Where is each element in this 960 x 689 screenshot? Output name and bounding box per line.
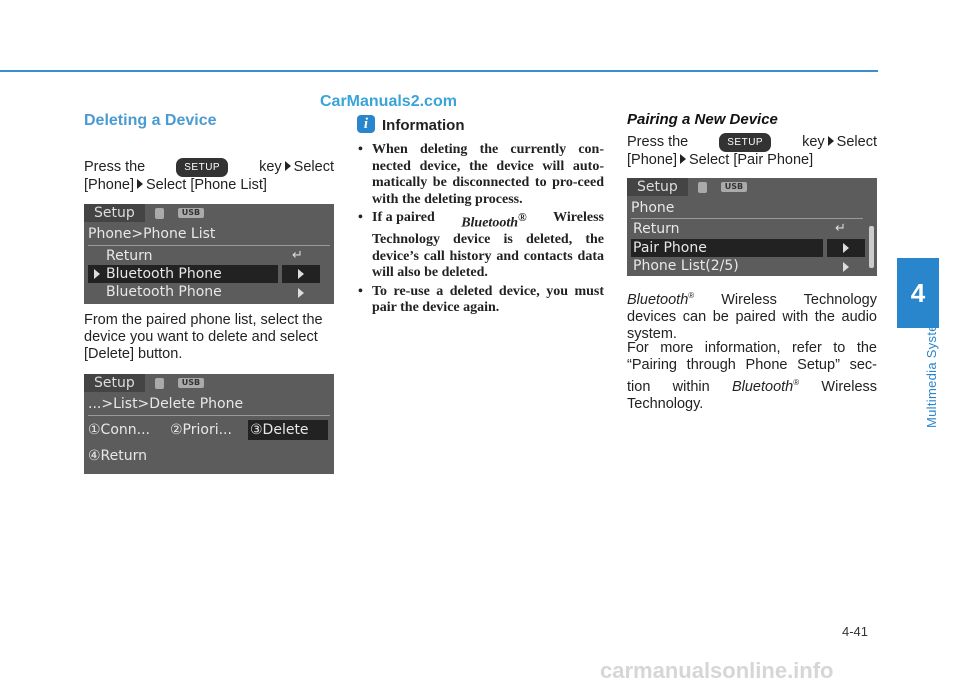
- bluetooth-phone-item: Bluetooth Phone: [106, 284, 222, 300]
- info-bullet-2: [356, 210, 604, 282]
- arrow-right-icon: [828, 136, 834, 146]
- heading-deleting-device: Deleting a Device: [84, 112, 217, 129]
- chevron-right-icon: [843, 243, 849, 253]
- screen-title: Phone: [631, 200, 675, 216]
- option-connect: ①Conn...: [88, 422, 150, 438]
- pair-phone-text: Select [Pair Phone]: [689, 152, 814, 168]
- key-text: key: [802, 134, 825, 150]
- arrow-right-icon: [680, 154, 686, 164]
- scrollbar: [869, 226, 874, 268]
- usb-badge: USB: [178, 378, 204, 388]
- screen-title: ...>List>Delete Phone: [88, 396, 244, 412]
- instruction-pairing: [627, 133, 877, 169]
- screen-phone-menu: [627, 178, 877, 276]
- bluetooth-word: Bluetooth: [627, 291, 689, 308]
- registered-mark: ®: [518, 211, 527, 224]
- registered-mark: ®: [793, 378, 800, 387]
- chapter-tab: 4: [897, 258, 939, 328]
- usb-badge: USB: [178, 208, 204, 218]
- page-number: 4-41: [842, 624, 869, 639]
- p2-b: Wireless Technology.: [627, 378, 878, 412]
- p2-a: For more information, refer to the “Pairing through Phone Setup” sec-tion within: [627, 340, 877, 395]
- screen-title: Phone>Phone List: [88, 226, 216, 242]
- info-heading: Information: [382, 117, 465, 134]
- info-bullet-1: • When deleting the currently con-nected device, the device will auto-matically be disconnected to pro-ceed with the deleting process.: [356, 142, 604, 208]
- back-icon: ↵: [292, 248, 303, 263]
- key-text: key: [259, 159, 282, 175]
- phone-text: [Phone]: [627, 152, 677, 168]
- p1-rest: Wireless Technology devices can be paired with the audio system.: [627, 291, 877, 342]
- paragraph-more-info: [627, 340, 877, 413]
- paragraph-delete: From the paired phone list, select the device you want to delete and select [Delete] button.: [84, 312, 323, 362]
- press-text: Press the: [627, 134, 689, 150]
- option-priority: ②Priori...: [170, 422, 232, 438]
- bluetooth-icon: [155, 208, 164, 219]
- bluetooth-icon: [155, 378, 164, 389]
- chevron-right-icon: [298, 288, 304, 298]
- setup-tab: Setup: [84, 374, 145, 392]
- bluetooth-word: Bluetooth: [731, 378, 794, 395]
- info-icon: i: [357, 115, 375, 133]
- return-item: Return: [633, 221, 680, 237]
- bullet2-rest: Technology device is deleted, the device’s call history and contacts data will also be deleted.: [372, 232, 604, 281]
- phone-text: [Phone]: [84, 177, 134, 193]
- bluetooth-phone-item: Bluetooth Phone: [106, 266, 222, 282]
- press-text: Press the: [84, 159, 146, 175]
- setup-key-icon: SETUP: [719, 133, 771, 152]
- selected-arrow-icon: [94, 269, 100, 279]
- bullet2-prefix: • If a paired: [372, 210, 435, 225]
- option-return: ④Return: [88, 448, 148, 464]
- top-rule: [0, 70, 878, 72]
- bluetooth-icon: [698, 182, 707, 193]
- chapter-title-text: Multimedia System: [924, 313, 939, 428]
- info-bullet-3: • To re-use a deleted device, you must pair the device again.: [356, 284, 604, 317]
- registered-mark: ®: [688, 291, 695, 300]
- instruction-delete: [84, 158, 334, 194]
- arrow-right-icon: [137, 179, 143, 189]
- chevron-right-icon: [298, 269, 304, 279]
- screen-phone-list: [84, 204, 334, 304]
- arrow-right-icon: [285, 161, 291, 171]
- screen-delete-phone: [84, 374, 334, 474]
- setup-tab: Setup: [84, 204, 145, 222]
- select-text: Select: [293, 159, 334, 175]
- phone-list-item: Phone List(2/5): [633, 258, 739, 274]
- back-icon: ↵: [835, 221, 846, 236]
- info-bullets: [356, 142, 604, 319]
- select-text: Select: [836, 134, 877, 150]
- pair-phone-item: Pair Phone: [633, 240, 707, 256]
- chapter-title: [904, 313, 939, 448]
- heading-pairing: Pairing a New Device: [627, 111, 778, 128]
- bluetooth-word: Bluetooth: [461, 215, 518, 231]
- watermark: CarManuals2.com: [320, 93, 457, 110]
- return-item: Return: [106, 248, 153, 264]
- usb-badge: USB: [721, 182, 747, 192]
- paragraph-bluetooth: [627, 287, 877, 343]
- phone-list-text: Select [Phone List]: [146, 177, 267, 193]
- bullet2-wireless: Wireless: [553, 210, 604, 225]
- setup-key-icon: SETUP: [176, 158, 228, 177]
- chevron-right-icon: [843, 262, 849, 272]
- setup-tab: Setup: [627, 178, 688, 196]
- option-delete: ③Delete: [250, 422, 309, 438]
- bottom-watermark: carmanualsonline.info: [600, 658, 834, 683]
